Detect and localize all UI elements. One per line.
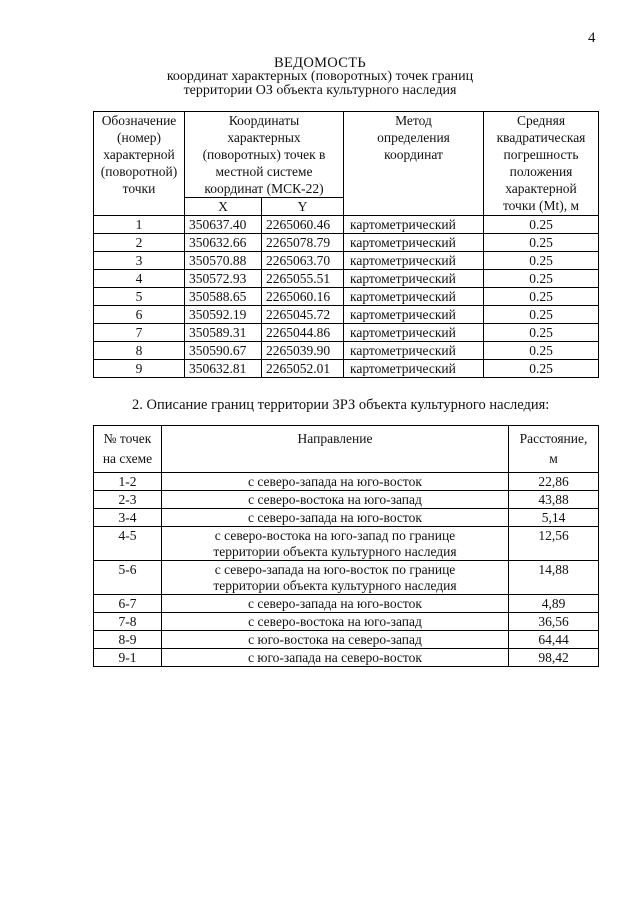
y-coordinate-cell: 2265063.70 (262, 252, 344, 270)
header-line: характерной (103, 147, 175, 162)
x-coordinate-cell: 350592.19 (185, 306, 262, 324)
direction-cell (162, 631, 509, 649)
boundary-table (93, 425, 599, 667)
error-cell: 0.25 (484, 216, 599, 234)
method-cell: картометрический (344, 360, 484, 378)
header-line: Средняя (516, 113, 566, 128)
method-cell: картометрический (344, 252, 484, 270)
title-line-1: ВЕДОМОСТЬ (274, 55, 366, 71)
segment-cell: 8-9 (94, 631, 162, 649)
header-coordinates (185, 112, 344, 198)
point-number-cell: 8 (94, 342, 185, 360)
table-row (94, 473, 599, 491)
x-coordinate-cell: 350570.88 (185, 252, 262, 270)
header-x: X (185, 198, 262, 216)
header-line: определения (377, 130, 450, 145)
direction-line: с северо-запада на юго-восток (248, 596, 422, 611)
direction-cell (162, 595, 509, 613)
header-line: местной системе (215, 164, 313, 179)
point-number-cell: 4 (94, 270, 185, 288)
segment-cell: 5-6 (94, 561, 162, 595)
title-line-2: координат характерных (поворотных) точек границ (166, 69, 474, 84)
distance-cell: 12,56 (509, 527, 599, 561)
y-coordinate-cell: 2265078.79 (262, 234, 344, 252)
distance-cell: 22,86 (509, 473, 599, 491)
page-number: 4 (588, 30, 596, 46)
segment-cell: 2-3 (94, 491, 162, 509)
error-cell: 0.25 (484, 288, 599, 306)
header-line: точки (122, 181, 156, 196)
table-row (94, 252, 599, 270)
title-line-3: территории ОЗ объекта культурного наследия (183, 83, 457, 98)
header-line: характерной (505, 181, 577, 196)
table-row (94, 306, 599, 324)
direction-line: территории объекта культурного наследия (213, 544, 457, 559)
point-number-cell: 2 (94, 234, 185, 252)
table-row (94, 613, 599, 631)
direction-line: с северо-востока на юго-запад по границе (214, 528, 456, 543)
distance-cell: 98,42 (509, 649, 599, 667)
table-row (94, 595, 599, 613)
x-coordinate-cell: 350590.67 (185, 342, 262, 360)
y-coordinate-cell: 2265044.86 (262, 324, 344, 342)
direction-line: с юго-запада на северо-восток (248, 650, 422, 665)
x-coordinate-cell: 350637.40 (185, 216, 262, 234)
header-error (484, 112, 599, 216)
error-cell: 0.25 (484, 252, 599, 270)
direction-line: территории объекта культурного наследия (213, 578, 457, 593)
point-number-cell: 7 (94, 324, 185, 342)
distance-cell: 14,88 (509, 561, 599, 595)
header-line: характерных (227, 130, 301, 145)
segment-cell: 7-8 (94, 613, 162, 631)
table-row (94, 234, 599, 252)
header-line: № точек (103, 431, 152, 446)
table-row (94, 342, 599, 360)
header-line: м (549, 451, 558, 466)
header-line: координат (384, 147, 443, 162)
method-cell: картометрический (344, 234, 484, 252)
error-cell: 0.25 (484, 234, 599, 252)
distance-cell: 36,56 (509, 613, 599, 631)
x-coordinate-cell: 350572.93 (185, 270, 262, 288)
header-line: координат (МСК-22) (204, 181, 324, 196)
direction-cell (162, 491, 509, 509)
header-line: Обозначение (101, 113, 177, 128)
x-coordinate-cell: 350632.66 (185, 234, 262, 252)
x-coordinate-cell: 350589.31 (185, 324, 262, 342)
header-line: Расстояние, (519, 431, 588, 446)
error-cell: 0.25 (484, 270, 599, 288)
segment-cell: 6-7 (94, 595, 162, 613)
table-row (94, 561, 599, 595)
table-row (94, 216, 599, 234)
header-direction: Направление (162, 426, 509, 473)
error-cell: 0.25 (484, 342, 599, 360)
y-coordinate-cell: 2265052.01 (262, 360, 344, 378)
direction-line: с юго-востока на северо-запад (248, 632, 422, 647)
error-cell: 0.25 (484, 324, 599, 342)
error-cell: 0.25 (484, 360, 599, 378)
segment-cell: 9-1 (94, 649, 162, 667)
direction-cell (162, 473, 509, 491)
error-cell: 0.25 (484, 306, 599, 324)
method-cell: картометрический (344, 324, 484, 342)
distance-cell: 64,44 (509, 631, 599, 649)
distance-cell: 43,88 (509, 491, 599, 509)
distance-cell: 4,89 (509, 595, 599, 613)
header-method (344, 112, 484, 216)
direction-cell (162, 561, 509, 595)
table-row (94, 324, 599, 342)
header-line: (поворотных) точек в (202, 147, 326, 162)
document-title (0, 56, 640, 98)
table-row (94, 527, 599, 561)
method-cell: картометрический (344, 306, 484, 324)
header-designation (94, 112, 185, 216)
direction-line: с северо-запада на юго-восток (248, 510, 422, 525)
point-number-cell: 6 (94, 306, 185, 324)
point-number-cell: 9 (94, 360, 185, 378)
direction-line: с северо-востока на юго-запад (248, 492, 422, 507)
direction-line: с северо-запада на юго-восток (248, 474, 422, 489)
table-row (94, 491, 599, 509)
segment-cell: 1-2 (94, 473, 162, 491)
method-cell: картометрический (344, 342, 484, 360)
coordinates-table (93, 111, 599, 378)
y-coordinate-cell: 2265060.16 (262, 288, 344, 306)
table-row (94, 649, 599, 667)
header-line: Координаты (228, 113, 300, 128)
method-cell: картометрический (344, 216, 484, 234)
table-row (94, 288, 599, 306)
y-coordinate-cell: 2265045.72 (262, 306, 344, 324)
direction-cell (162, 509, 509, 527)
header-distance (509, 426, 599, 473)
direction-cell (162, 527, 509, 561)
table-row (94, 360, 599, 378)
direction-line: с северо-запада на юго-восток по границе (214, 562, 456, 577)
y-coordinate-cell: 2265039.90 (262, 342, 344, 360)
method-cell: картометрический (344, 270, 484, 288)
segment-cell: 3-4 (94, 509, 162, 527)
x-coordinate-cell: 350588.65 (185, 288, 262, 306)
header-y: Y (262, 198, 344, 216)
table-row (94, 631, 599, 649)
header-points (94, 426, 162, 473)
point-number-cell: 3 (94, 252, 185, 270)
header-line: квадратическая (496, 130, 586, 145)
direction-line: с северо-востока на юго-запад (248, 614, 422, 629)
point-number-cell: 1 (94, 216, 185, 234)
y-coordinate-cell: 2265055.51 (262, 270, 344, 288)
header-line: погрешность (503, 147, 579, 162)
table-row (94, 270, 599, 288)
y-coordinate-cell: 2265060.46 (262, 216, 344, 234)
section-heading: 2. Описание границ территории ЗРЗ объекта культурного наследия: (132, 397, 550, 413)
header-line: Метод (395, 113, 432, 128)
segment-cell: 4-5 (94, 527, 162, 561)
direction-cell (162, 649, 509, 667)
header-line: (поворотной) (100, 164, 178, 179)
header-line: (номер) (117, 130, 161, 145)
method-cell: картометрический (344, 288, 484, 306)
header-line: положения (509, 164, 573, 179)
header-line: точки (Mt), м (502, 198, 580, 213)
distance-cell: 5,14 (509, 509, 599, 527)
header-line: на схеме (102, 451, 153, 466)
direction-cell (162, 613, 509, 631)
point-number-cell: 5 (94, 288, 185, 306)
x-coordinate-cell: 350632.81 (185, 360, 262, 378)
table-row (94, 509, 599, 527)
